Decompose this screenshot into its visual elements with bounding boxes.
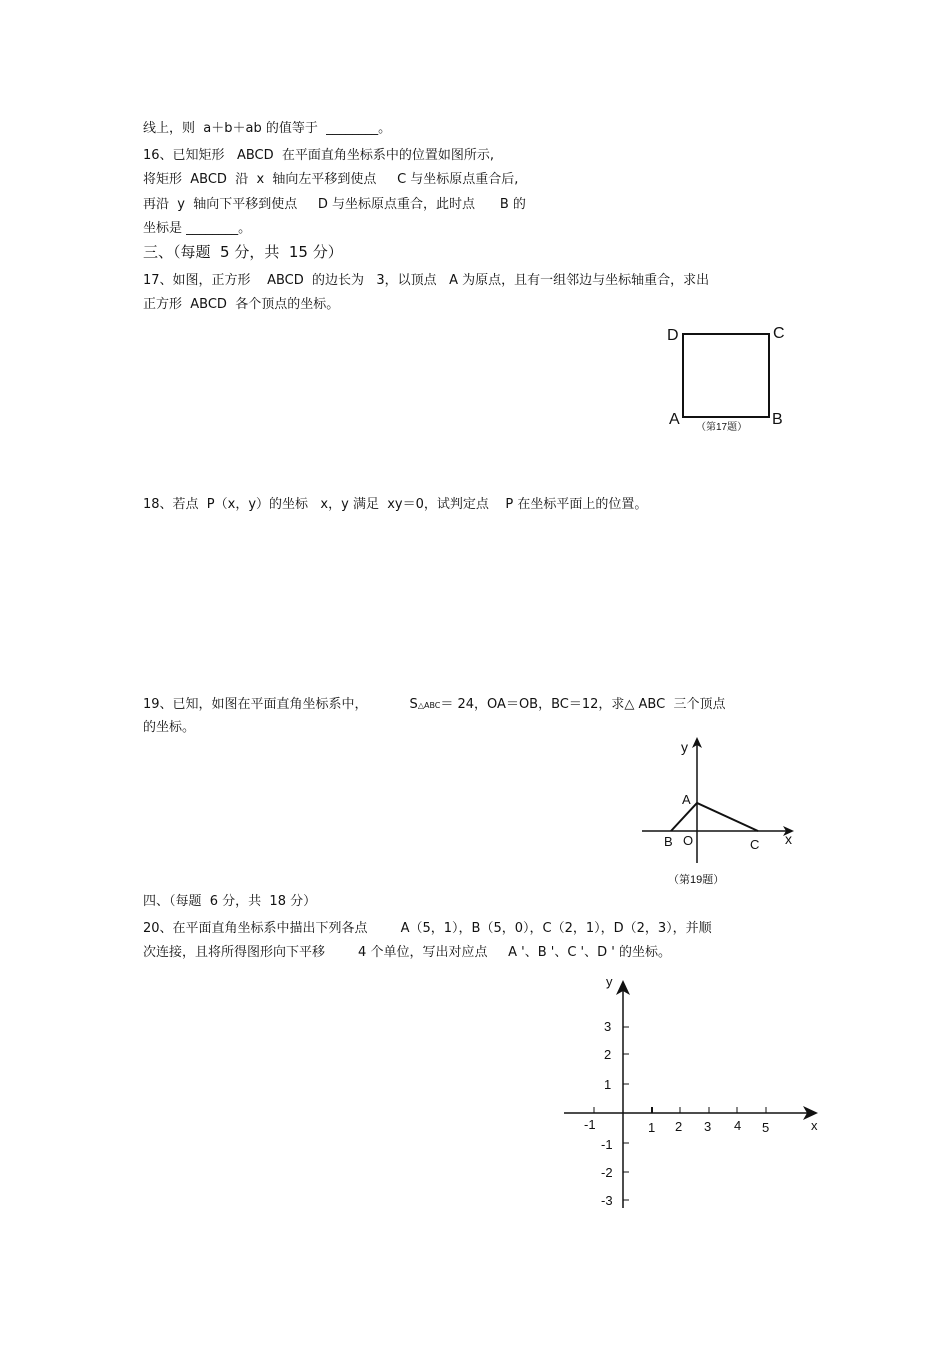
section-3-heading: 三、（每题 5 分，共 15 分） — [143, 243, 343, 261]
q20-x-tick-label: 4 — [734, 1118, 742, 1133]
section-4-heading: 四、（每题 6 分，共 18 分） — [143, 894, 317, 909]
q20-y-tick-label: 3 — [604, 1019, 612, 1034]
q17-label-d: D — [667, 327, 679, 344]
q17-label-c: C — [773, 325, 785, 342]
q16-line-4: 坐标是 ________。 — [143, 221, 252, 236]
q20-coordinate-grid — [560, 968, 830, 1218]
q19-label-c: C — [750, 837, 760, 852]
q20-axis-x-label: x — [811, 1118, 818, 1133]
q19-caption: （第19题） — [668, 874, 725, 886]
q17-line-1: 17、如图，正方形 ABCD 的边长为 3，以顶点 A 为原点，且有一组邻边与坐标轴重合，求出 — [143, 273, 710, 288]
q20-line-1: 20、在平面直角坐标系中描出下列各点 A（5，1），B（5，0），C（2，1），D（2，3），并顺 — [143, 921, 712, 936]
q20-x-tick-label: 5 — [762, 1120, 770, 1135]
q19-line-2: 的坐标。 — [143, 720, 196, 735]
q19-axis-x-label: x — [785, 831, 792, 847]
q19-area-subscript: △ABC — [417, 701, 441, 710]
q16-line-1: 16、已知矩形 ABCD 在平面直角坐标系中的位置如图所示, — [143, 148, 495, 163]
q19-axis-y-label: y — [681, 739, 688, 755]
q20-y-tick-label: 2 — [604, 1047, 612, 1062]
q19-figure — [636, 734, 806, 894]
q20-y-tick-label: 1 — [604, 1077, 612, 1092]
q20-y-tick-label: -2 — [601, 1165, 613, 1180]
q20-y-tick-label: -3 — [601, 1193, 613, 1208]
q17-line-2: 正方形 ABCD 各个顶点的坐标。 — [143, 297, 340, 312]
q18-text: 18、若点 P（x，y）的坐标 x，y 满足 xy＝0，试判定点 P 在坐标平面上的位置。 — [143, 497, 648, 512]
q17-square — [683, 334, 769, 417]
q20-x-tick-label: 1 — [648, 1120, 656, 1135]
q19-area-symbol: S — [409, 697, 418, 712]
q20-line-2: 次连接，且将所得图形向下平移 4 个单位，写出对应点 A '、B '、C '、D ' 的坐标。 — [143, 945, 671, 960]
q17-figure — [660, 318, 800, 438]
q17-label-a: A — [669, 411, 680, 428]
q17-label-b: B — [772, 411, 783, 428]
q19-label-b: B — [664, 834, 673, 849]
q19-label-o: O — [683, 833, 694, 848]
q20-x-tick-label: 3 — [704, 1119, 712, 1134]
q19-line-1-b: ＝ 24，OA＝OB，BC＝12，求△ ABC 三个顶点 — [440, 697, 726, 712]
q19-triangle — [671, 803, 758, 831]
q16-line-3: 再沿 y 轴向下平移到使点 D 与坐标原点重合，此时点 B 的 — [143, 197, 526, 212]
q19-line-1-a: 19、已知，如图在平面直角坐标系中， — [143, 697, 368, 712]
q20-y-tick-label: -1 — [601, 1137, 613, 1152]
q20-axis-y-label: y — [606, 974, 613, 989]
q17-caption: （第17题） — [696, 422, 748, 433]
q19-label-a: A — [682, 792, 691, 807]
q16-line-2: 将矩形 ABCD 沿 x 轴向左平移到使点 C 与坐标原点重合后, — [143, 172, 519, 187]
q20-x-tick-label: 2 — [675, 1119, 683, 1134]
q20-x-tick-label: -1 — [584, 1117, 596, 1132]
q19-line-1 — [143, 696, 725, 715]
q15-tail: 线上，则 a＋b＋ab 的值等于 ________。 — [143, 121, 392, 136]
